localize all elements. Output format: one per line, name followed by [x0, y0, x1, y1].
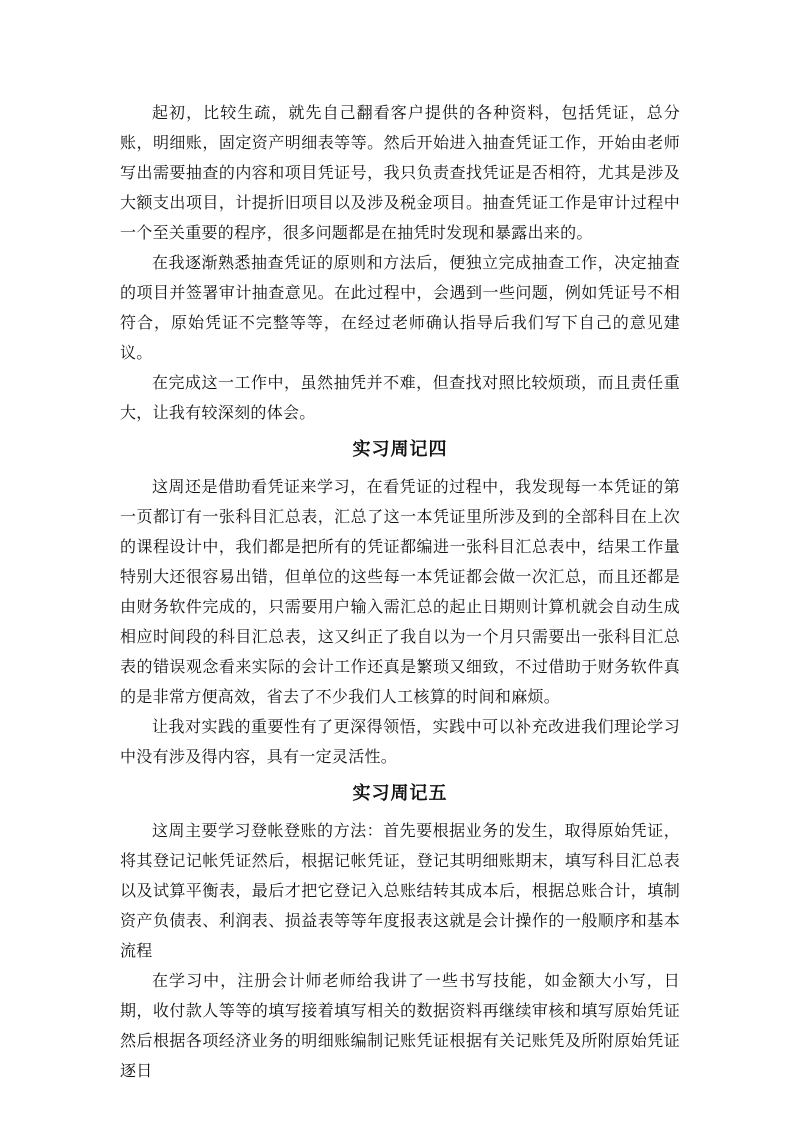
paragraph: 这周主要学习登帐登账的方法：首先要根据业务的发生，取得原始凭证，将其登记记帐凭证然后，根据记帐凭证，登记其明细账期末，填写科目汇总表以及试算平衡表，最后才把它登记入总账结转其成本后，根据总账合计，填制资产负债表、利润表、损益表等等年度报表这就是会计操作的一般顺序和基本流程: [120, 821, 680, 960]
section-week-5: [120, 772, 680, 1086]
section-intro: [120, 98, 680, 428]
document-body: [120, 98, 680, 1086]
paragraph: 在完成这一工作中，虽然抽凭并不难，但查找对照比较烦琐，而且责任重大，让我有较深刻的体会。: [120, 373, 680, 422]
section-heading: 实习周记四: [352, 439, 448, 460]
paragraph: 让我对实践的重要性有了更深得领悟，实践中可以补充改进我们理论学习中没有涉及得内容，具有一定灵活性。: [120, 717, 680, 766]
paragraph: 在学习中，注册会计师老师给我讲了一些书写技能，如金额大小写，日期，收付款人等等的填写接着填写相关的数据资料再继续审核和填写原始凭证然后根据各项经济业务的明细账编制记账凭证根据有关记账凭及所附原始凭证逐日: [120, 971, 680, 1080]
section-week-4: [120, 428, 680, 772]
paragraph: 起初，比较生疏，就先自己翻看客户提供的各种资料，包括凭证，总分账，明细账，固定资产明细表等等。然后开始进入抽查凭证工作，开始由老师写出需要抽查的内容和项目凭证号，我只负责查找凭证是否相符，尤其是涉及大额支出项目，计提折旧项目以及涉及税金项目。抽查凭证工作是审计过程中一个至关重要的程序，很多问题都是在抽凭时发现和暴露出来的。: [120, 103, 680, 242]
section-heading: 实习周记五: [352, 783, 448, 804]
paragraph: 在我逐渐熟悉抽查凭证的原则和方法后，便独立完成抽查工作，决定抽查的项目并签署审计抽查意见。在此过程中，会遇到一些问题，例如凭证号不相符合，原始凭证不完整等等，在经过老师确认指导后我们写下自己的意见建议。: [120, 253, 680, 362]
paragraph: 这周还是借助看凭证来学习，在看凭证的过程中，我发现每一本凭证的第一页都订有一张科目汇总表，汇总了这一本凭证里所涉及到的全部科目在上次的课程设计中，我们都是把所有的凭证都编进一张科目汇总表中，结果工作量特别大还很容易出错，但单位的这些每一本凭证都会做一次汇总，而且还都是由财务软件完成的，只需要用户输入需汇总的起止日期则计算机就会自动生成相应时间段的科目汇总表，这又纠正了我自以为一个月只需要出一张科目汇总表的错误观念看来实际的会计工作还真是繁琐又细致，不过借助于财务软件真的是非常方便高效，省去了不少我们人工核算的时间和麻烦。: [120, 477, 680, 706]
